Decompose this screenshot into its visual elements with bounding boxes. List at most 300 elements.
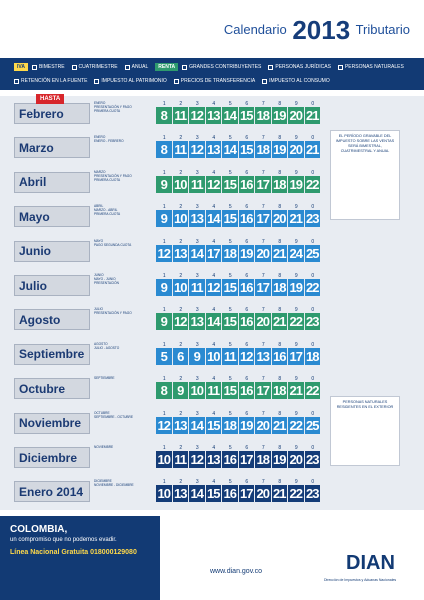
footer-slogan-panel	[0, 516, 160, 600]
nit-digit: 0	[311, 273, 315, 279]
due-days	[156, 210, 321, 227]
due-day: 18	[273, 280, 286, 295]
due-day: 18	[256, 142, 269, 158]
nit-digit: 6	[245, 135, 249, 142]
nit-digit: 9	[294, 273, 298, 279]
due-day: 21	[273, 314, 286, 330]
due-day: 21	[273, 245, 286, 261]
month-note: JULIO	[94, 307, 104, 312]
due-day: 17	[240, 486, 253, 502]
nit-digit: 1	[162, 273, 166, 279]
month-row	[0, 271, 424, 300]
due-days	[156, 348, 321, 365]
due-day: 19	[273, 452, 286, 467]
due-days	[156, 176, 321, 193]
nit-digit: 9	[294, 238, 298, 245]
nit-digit: 4	[212, 169, 216, 176]
due-day: 10	[174, 280, 187, 295]
legend-square-icon	[338, 65, 343, 70]
legend-square-icon	[262, 79, 267, 84]
due-day: 16	[240, 280, 253, 295]
nit-digit: 8	[278, 410, 282, 417]
nit-digit: 0	[311, 410, 315, 417]
nit-digit: 1	[162, 341, 166, 348]
due-day: 24	[289, 245, 302, 261]
due-day: 22	[289, 314, 302, 330]
legend-item: GRANDES CONTRIBUYENTES	[182, 64, 261, 70]
due-day: 14	[190, 417, 203, 433]
month-note: ABRIL	[94, 204, 104, 209]
due-day: 19	[273, 108, 286, 123]
month-note: OCTUBRE	[94, 410, 110, 415]
due-day: 16	[223, 452, 236, 467]
due-day: 14	[223, 142, 236, 158]
nit-digit: 7	[261, 341, 265, 348]
month-label: Marzo	[14, 137, 90, 158]
month-label: Mayo	[14, 206, 90, 227]
nit-digit: 5	[228, 273, 232, 279]
nit-digit: 9	[294, 341, 298, 348]
due-day: 20	[289, 142, 302, 158]
info-note-top: EL PERÍODO GRAVABLE DEL IMPUESTO SOBRE LAS VENTAS SERÁ BIMESTRAL, CUATRIMESTRAL Y ANUAL	[330, 130, 400, 220]
due-day: 12	[190, 108, 203, 123]
due-day: 5	[156, 348, 172, 365]
legend-square-icon	[94, 79, 99, 84]
nit-digit: 4	[212, 376, 216, 383]
due-day: 15	[240, 142, 253, 158]
due-days	[156, 417, 321, 434]
due-day: 21	[273, 486, 286, 502]
nit-digit: 5	[228, 479, 232, 486]
nit-digit: 8	[278, 135, 282, 142]
month-note: PRESENTACIÓN Y PAGO	[94, 105, 132, 109]
nit-digit: 6	[245, 204, 249, 211]
month-row	[0, 305, 424, 334]
nit-digit: 5	[228, 410, 232, 417]
month-note: PRIMERA CUOTA	[94, 109, 121, 113]
due-day: 6	[173, 348, 189, 365]
due-day: 11	[174, 142, 187, 158]
nit-digit: 2	[179, 341, 183, 348]
nit-digit: 0	[311, 479, 315, 486]
due-day: 15	[223, 383, 236, 399]
due-day: 8	[156, 382, 172, 399]
due-day: 22	[289, 486, 302, 502]
due-day: 13	[207, 452, 220, 467]
due-day: 20	[256, 486, 269, 502]
due-day: 23	[306, 486, 319, 502]
due-days	[156, 279, 321, 296]
legend-item: RETENCIÓN EN LA FUENTE	[14, 78, 87, 84]
month-note: MARZO - ABRIL	[94, 208, 118, 213]
due-day: 22	[306, 383, 319, 399]
month-row	[0, 477, 424, 506]
month-note: PAGO SEGUNDA CUOTA	[94, 242, 132, 247]
month-label: Septiembre	[14, 344, 90, 365]
due-day: 10	[157, 452, 170, 467]
nit-digit: 8	[278, 101, 282, 107]
due-day: 13	[174, 486, 187, 502]
nit-digit: 3	[195, 169, 199, 176]
nit-digit: 7	[261, 376, 265, 383]
nit-digit: 3	[195, 445, 199, 451]
nit-digit: 4	[212, 273, 216, 279]
due-day: 11	[207, 383, 220, 399]
due-day: 17	[207, 245, 220, 261]
nit-digit: 2	[179, 273, 183, 279]
due-day: 18	[273, 176, 286, 192]
due-days	[156, 107, 321, 124]
title-prefix: Calendario	[223, 22, 287, 37]
nit-digit: 7	[261, 101, 265, 107]
month-notes	[94, 135, 150, 160]
legend-item: ANUAL	[125, 64, 149, 70]
due-day: 23	[306, 211, 319, 227]
due-day: 14	[190, 245, 203, 261]
nit-digit: 6	[245, 341, 249, 348]
nit-digit: 4	[212, 410, 216, 417]
month-note: NOVIEMBRE - DICIEMBRE	[94, 483, 134, 488]
logo-wordmark: DIAN	[346, 552, 395, 574]
month-label: Noviembre	[14, 413, 90, 434]
due-day: 22	[306, 176, 319, 192]
legend-item: BIMESTRE	[32, 64, 65, 70]
due-day: 22	[289, 417, 302, 433]
nit-digit: 4	[212, 341, 216, 348]
due-day: 15	[207, 417, 220, 433]
due-day: 13	[207, 108, 220, 123]
month-notes	[94, 342, 150, 367]
nit-digit: 4	[212, 307, 216, 314]
legend-item: PERSONAS NATURALES	[338, 64, 404, 70]
nit-digit: 2	[179, 169, 183, 176]
due-day: 9	[156, 313, 172, 330]
nit-digit: 2	[179, 376, 183, 383]
legend-item: PRECIOS DE TRANSFERENCIA	[174, 78, 255, 84]
nit-digit: 9	[294, 376, 298, 383]
legend-item: CUATRIMESTRE	[72, 64, 118, 70]
due-day: 9	[189, 348, 205, 365]
due-day: 13	[174, 245, 187, 261]
nit-digit: 4	[212, 479, 216, 486]
due-day: 17	[256, 280, 269, 295]
nit-digit: 0	[311, 101, 315, 107]
due-day: 20	[289, 108, 302, 123]
due-day: 10	[157, 486, 170, 502]
nit-digit: 3	[195, 101, 199, 107]
nit-digit: 8	[278, 376, 282, 383]
due-day: 17	[256, 176, 269, 192]
title-year: 2013	[292, 15, 351, 45]
due-day: 12	[240, 348, 253, 364]
month-note: MARZO	[94, 169, 106, 174]
nit-digit: 8	[278, 445, 282, 451]
nit-digit: 1	[162, 204, 166, 211]
due-day: 16	[240, 211, 253, 227]
calendar-title	[223, 10, 410, 45]
month-notes	[94, 204, 150, 229]
due-day: 20	[289, 452, 302, 467]
month-notes	[94, 273, 150, 298]
month-row	[0, 340, 424, 369]
nit-digit: 5	[228, 376, 232, 383]
title-suffix: Tributario	[355, 22, 410, 37]
due-day: 19	[240, 417, 253, 433]
due-day: 15	[223, 176, 236, 192]
nit-digit: 9	[294, 445, 298, 451]
due-day: 21	[289, 383, 302, 399]
due-day: 16	[273, 348, 286, 364]
month-notes	[94, 479, 150, 504]
legend-square-icon	[268, 65, 273, 70]
due-day: 18	[273, 383, 286, 399]
due-day: 12	[190, 142, 203, 158]
legend-square-icon	[125, 65, 130, 70]
due-day: 23	[306, 452, 319, 467]
due-day: 15	[223, 314, 236, 330]
nit-digit: 7	[261, 169, 265, 176]
nit-digit: 1	[162, 169, 166, 176]
nit-digit: 3	[195, 479, 199, 486]
nit-digit: 0	[311, 445, 315, 451]
month-note: SEPTIEMBRE	[94, 376, 115, 381]
month-label: Julio	[14, 275, 90, 296]
nit-digit: 7	[261, 479, 265, 486]
due-day: 19	[273, 142, 286, 158]
due-day: 18	[306, 348, 319, 364]
legend-item: PERSONAS JURÍDICAS	[268, 64, 331, 70]
due-day: 18	[256, 108, 269, 123]
month-note: PRIMERA CUOTA	[94, 212, 121, 217]
month-label: Febrero	[14, 103, 90, 124]
nit-digit: 8	[278, 204, 282, 211]
due-day: 9	[156, 176, 172, 193]
due-day: 9	[156, 210, 172, 227]
footer-country: COLOMBIA,	[10, 524, 68, 535]
month-notes	[94, 376, 150, 401]
legend-tag-renta: RENTA	[155, 63, 178, 71]
due-day: 19	[289, 280, 302, 295]
due-day: 12	[157, 245, 170, 261]
month-notes	[94, 170, 150, 195]
due-day: 17	[289, 348, 302, 364]
nit-digit: 4	[212, 101, 216, 107]
nit-digit: 9	[294, 410, 298, 417]
due-day: 14	[207, 211, 220, 227]
nit-digit: 5	[228, 445, 232, 451]
nit-digit: 6	[245, 410, 249, 417]
nit-digit: 0	[311, 307, 315, 314]
due-day: 16	[240, 383, 253, 399]
due-day: 12	[207, 176, 220, 192]
due-day: 15	[207, 486, 220, 502]
month-notes	[94, 101, 150, 126]
nit-digit: 9	[294, 169, 298, 176]
month-note: ENERO	[94, 101, 106, 105]
footer-hotline: Línea Nacional Gratuita 018000129080	[10, 549, 137, 556]
nit-digit: 1	[162, 101, 166, 107]
nit-digit: 2	[179, 307, 183, 314]
legend-bar	[0, 58, 424, 90]
legend-item: IMPUESTO AL PATRIMONIO	[94, 78, 166, 84]
month-note: MAYO - JUNIO	[94, 277, 116, 281]
nit-digit: 7	[261, 273, 265, 279]
due-day: 11	[190, 176, 203, 192]
due-days	[156, 245, 321, 262]
nit-digit: 1	[162, 238, 166, 245]
month-row	[0, 237, 424, 266]
month-note: PRESENTACIÓN Y PAGO	[94, 311, 132, 316]
nit-digit: 2	[179, 238, 183, 245]
month-label: Diciembre	[14, 447, 90, 468]
nit-digit: 5	[228, 341, 232, 348]
month-notes	[94, 445, 150, 470]
nit-digit: 2	[179, 204, 183, 211]
nit-digit: 7	[261, 445, 265, 451]
nit-digit: 6	[245, 101, 249, 107]
nit-digit: 6	[245, 479, 249, 486]
nit-digit: 6	[245, 169, 249, 176]
due-day: 19	[289, 176, 302, 192]
due-day: 16	[240, 314, 253, 330]
due-day: 9	[173, 382, 189, 399]
month-note: DICIEMBRE	[94, 479, 112, 484]
nit-digit: 9	[294, 307, 298, 314]
nit-digit: 3	[195, 238, 199, 245]
nit-digit: 3	[195, 376, 199, 383]
due-day: 14	[207, 314, 220, 330]
nit-digit: 6	[245, 273, 249, 279]
nit-digit: 9	[294, 101, 298, 107]
nit-digit: 8	[278, 169, 282, 176]
due-day: 15	[223, 211, 236, 227]
legend-square-icon	[182, 65, 187, 70]
nit-digit: 5	[228, 169, 232, 176]
month-label: Enero 2014	[14, 481, 90, 502]
due-day: 10	[190, 383, 203, 399]
due-day: 25	[306, 245, 319, 261]
due-day: 17	[256, 383, 269, 399]
nit-digit: 6	[245, 238, 249, 245]
footer	[0, 516, 424, 600]
due-day: 21	[306, 108, 319, 123]
nit-digit: 1	[162, 445, 166, 451]
nit-digit: 8	[278, 307, 282, 314]
month-notes	[94, 239, 150, 264]
nit-digit: 7	[261, 238, 265, 245]
nit-digit: 1	[162, 135, 166, 142]
legend-item: IMPUESTO AL CONSUMO	[262, 78, 330, 84]
due-days	[156, 485, 321, 502]
month-label: Octubre	[14, 378, 90, 399]
due-day: 21	[289, 211, 302, 227]
month-note: PRESENTACIÓN	[94, 281, 119, 285]
due-day: 9	[156, 279, 172, 296]
nit-digit: 3	[195, 410, 199, 417]
nit-digit: 5	[228, 307, 232, 314]
due-day: 23	[306, 314, 319, 330]
nit-digit: 9	[294, 204, 298, 211]
month-note: PRIMERA CUOTA	[94, 177, 121, 182]
nit-digit: 0	[311, 376, 315, 383]
month-label: Abril	[14, 172, 90, 193]
due-day: 20	[256, 314, 269, 330]
due-day: 11	[223, 348, 236, 364]
month-note: MAYO	[94, 238, 104, 243]
nit-digit: 1	[162, 376, 166, 383]
due-day: 18	[223, 245, 236, 261]
month-label: Junio	[14, 241, 90, 262]
due-day: 13	[256, 348, 269, 364]
nit-digit: 5	[228, 238, 232, 245]
due-day: 20	[256, 245, 269, 261]
nit-digit: 0	[311, 204, 315, 211]
due-day: 11	[174, 108, 187, 123]
nit-digit: 2	[179, 101, 183, 107]
due-days	[156, 382, 321, 399]
due-day: 11	[174, 452, 187, 467]
nit-digit: 2	[179, 445, 183, 451]
due-day: 18	[256, 452, 269, 467]
due-day: 10	[174, 211, 187, 227]
nit-digit: 7	[261, 135, 265, 142]
legend-row-2	[14, 75, 337, 87]
nit-digit: 0	[311, 341, 315, 348]
due-day: 11	[190, 280, 203, 295]
due-day: 10	[207, 348, 220, 364]
due-day: 16	[240, 176, 253, 192]
legend-row-1	[14, 61, 411, 73]
nit-digit: 7	[261, 307, 265, 314]
logo-subtitle: Dirección de Impuestos y Aduanas Nacionales	[324, 578, 397, 582]
month-note: NOVIEMBRE	[94, 445, 114, 449]
due-day: 25	[306, 417, 319, 433]
nit-digit: 4	[212, 135, 216, 142]
footer-website-link[interactable]: www.dian.gov.co	[210, 568, 263, 575]
calendar-header	[0, 0, 424, 58]
nit-digit: 8	[278, 273, 282, 279]
legend-square-icon	[72, 65, 77, 70]
month-note: ENERO - FEBRERO	[94, 139, 124, 144]
nit-digit: 6	[245, 376, 249, 383]
nit-digit: 8	[278, 341, 282, 348]
nit-digit: 9	[294, 135, 298, 142]
nit-digit: 3	[195, 307, 199, 314]
month-note: PRESENTACIÓN Y PAGO	[94, 173, 132, 178]
due-day: 19	[240, 245, 253, 261]
legend-square-icon	[174, 79, 179, 84]
due-day: 14	[223, 108, 236, 123]
month-note: AGOSTO	[94, 341, 108, 346]
due-day: 10	[174, 176, 187, 192]
nit-digit: 4	[212, 238, 216, 245]
nit-digit: 3	[195, 341, 199, 348]
nit-digit: 5	[228, 101, 232, 107]
nit-digit: 6	[245, 445, 249, 451]
nit-digit: 1	[162, 307, 166, 314]
due-day: 12	[157, 417, 170, 433]
legend-square-icon	[32, 65, 37, 70]
due-day: 12	[207, 280, 220, 295]
nit-digit: 4	[212, 445, 216, 451]
month-notes	[94, 307, 150, 332]
month-note: SEPTIEMBRE - OCTUBRE	[94, 414, 133, 419]
month-note: JULIO - AGOSTO	[94, 345, 120, 350]
month-label: Agosto	[14, 309, 90, 330]
due-day: 14	[190, 486, 203, 502]
month-notes	[94, 411, 150, 436]
info-note-bottom: PERSONAS NATURALES RESIDENTES EN EL EXTERIOR	[330, 396, 400, 466]
